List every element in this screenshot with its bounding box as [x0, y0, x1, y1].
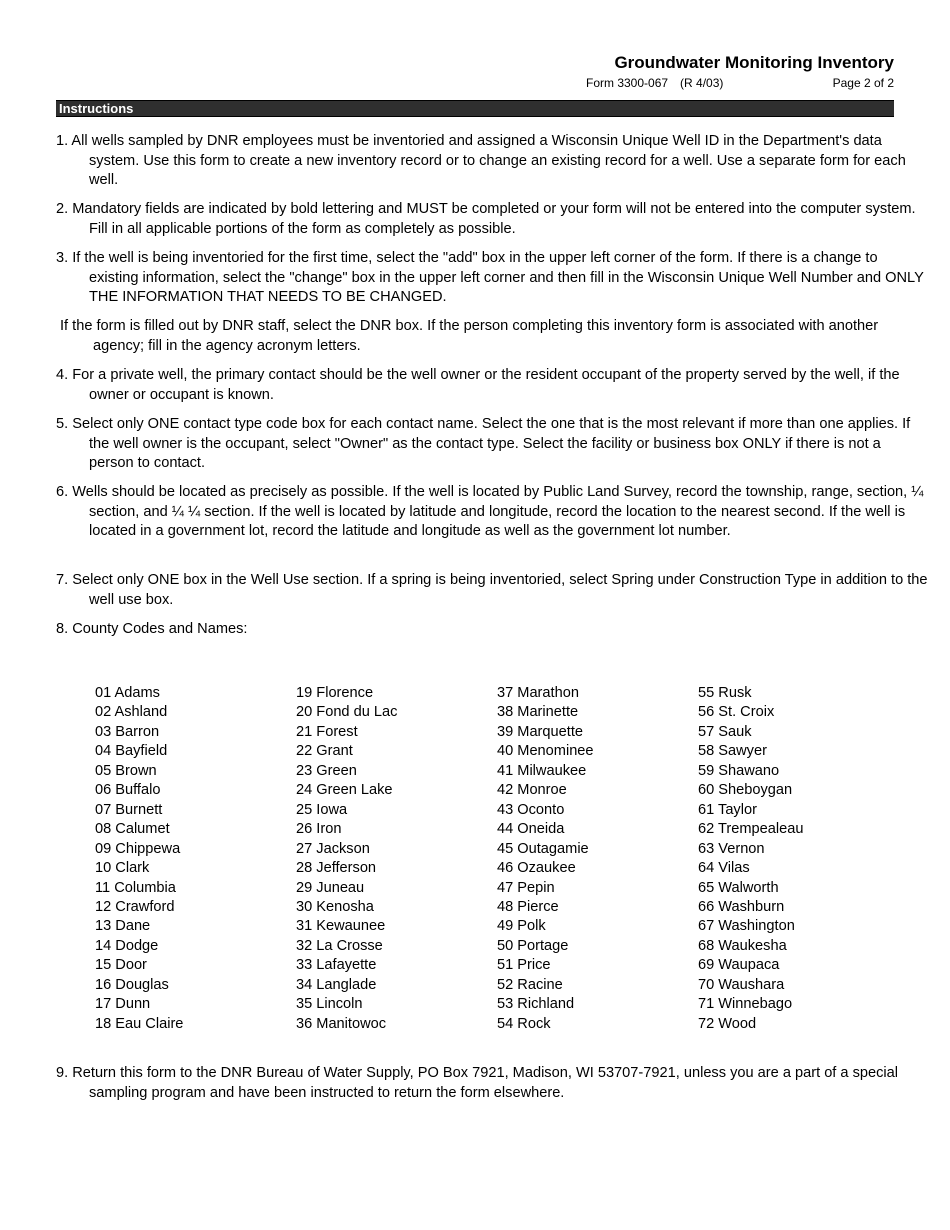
county-entry: 08 Calumet [95, 821, 170, 838]
county-entry: 43 Oconto [497, 801, 565, 818]
county-entry: 20 Fond du Lac [296, 704, 398, 721]
county-entry: 50 Portage [497, 937, 569, 954]
county-entry: 13 Dane [95, 918, 151, 935]
section-title: Instructions [59, 101, 134, 116]
instruction-text: Mandatory fields are indicated by bold lettering and MUST be completed or your form will not be entered into the computer system. Fill in all applicable portions of the form as completely as possible. [72, 201, 916, 237]
county-codes-table [95, 684, 855, 1034]
county-entry: 09 Chippewa [95, 840, 181, 857]
county-entry: 72 Wood [698, 1015, 757, 1032]
county-entry: 53 Richland [497, 996, 575, 1013]
instruction-number: 8. [56, 621, 69, 637]
instruction-text: All wells sampled by DNR employees must be inventoried and assigned a Wisconsin Unique Well ID in the Department's data system. Use this form to create a new inventory record or to change an existing record for a well. Use a separate form for each well. [71, 133, 906, 188]
county-entry: 15 Door [95, 957, 147, 974]
instruction-5 [56, 415, 929, 474]
instruction-number: 2. [56, 201, 69, 217]
instruction-number: 6. [56, 484, 69, 500]
instruction-number: 5. [56, 416, 69, 432]
county-entry: 03 Barron [95, 723, 160, 740]
instruction-number: 3. [56, 250, 69, 266]
county-entry: 01 Adams [95, 685, 160, 701]
county-entry: 02 Ashland [95, 704, 168, 721]
instruction-8 [56, 620, 929, 640]
county-entry: 60 Sheboygan [698, 782, 793, 799]
county-entry: 58 Sawyer [698, 743, 767, 760]
county-entry: 23 Green [296, 762, 357, 779]
county-entry: 05 Brown [95, 762, 157, 779]
county-entry: 41 Milwaukee [497, 762, 587, 779]
county-entry: 37 Marathon [497, 685, 579, 701]
county-entry: 12 Crawford [95, 898, 175, 915]
county-column [497, 684, 698, 1034]
county-entry: 31 Kewaunee [296, 918, 386, 935]
county-entry: 49 Polk [497, 918, 546, 935]
instruction-3 [56, 249, 929, 308]
instruction-number: 4. [56, 367, 69, 383]
form-subline [586, 76, 894, 90]
instruction-3-dnr-note [56, 317, 933, 356]
instruction-2 [56, 200, 929, 239]
county-entry: 27 Jackson [296, 840, 370, 857]
county-column [95, 684, 296, 1034]
instruction-4 [56, 366, 929, 405]
county-entry: 65 Walworth [698, 879, 779, 896]
county-entry: 54 Rock [497, 1015, 551, 1032]
county-entry: 06 Buffalo [95, 782, 161, 799]
county-entry: 36 Manitowoc [296, 1015, 387, 1032]
county-entry: 16 Douglas [95, 976, 169, 993]
instruction-number: 7. [56, 572, 69, 588]
county-column [296, 684, 497, 1034]
county-entry: 39 Marquette [497, 723, 583, 740]
county-entry: 62 Trempealeau [698, 821, 804, 838]
instruction-6 [56, 483, 929, 542]
county-entry: 07 Burnett [95, 801, 163, 818]
county-entry: 30 Kenosha [296, 898, 374, 915]
page-indicator: Page 2 of 2 [832, 76, 894, 90]
county-entry: 48 Pierce [497, 898, 559, 915]
county-entry: 40 Menominee [497, 743, 594, 760]
county-entry: 55 Rusk [698, 685, 752, 701]
form-id [586, 76, 723, 90]
county-entry: 38 Marinette [497, 704, 579, 721]
county-entry: 10 Clark [95, 860, 150, 877]
instruction-7 [56, 571, 929, 610]
instruction-text: County Codes and Names: [72, 621, 248, 637]
county-entry: 21 Forest [296, 723, 358, 740]
county-column [698, 684, 858, 1034]
county-entry: 64 Vilas [698, 860, 750, 877]
county-entry: 33 Lafayette [296, 957, 377, 974]
county-entry: 46 Ozaukee [497, 860, 576, 877]
county-entry: 28 Jefferson [296, 860, 377, 877]
county-entry: 52 Racine [497, 976, 563, 993]
county-entry: 32 La Crosse [296, 937, 383, 954]
instruction-text: For a private well, the primary contact should be the well owner or the resident occupant of the property served by the well, if the owner or occupant is known. [72, 367, 900, 403]
county-entry: 04 Bayfield [95, 743, 168, 760]
instruction-text: If the form is filled out by DNR staff, select the DNR box. If the person completing this inventory form is associated with another agency; fill in the agency acronym letters. [60, 318, 879, 354]
county-entry: 63 Vernon [698, 840, 765, 857]
county-entry: 11 Columbia [95, 879, 176, 896]
county-entry: 56 St. Croix [698, 704, 775, 721]
county-entry: 71 Winnebago [698, 996, 793, 1013]
county-entry: 34 Langlade [296, 976, 377, 993]
county-entry: 24 Green Lake [296, 782, 393, 799]
county-entry: 42 Monroe [497, 782, 567, 799]
county-entry: 67 Washington [698, 918, 795, 935]
county-entry: 25 Iowa [296, 801, 348, 818]
county-entry: 69 Waupaca [698, 957, 780, 974]
instruction-text: If the well is being inventoried for the first time, select the "add" box in the upper left corner of the form. If there is a change to existing information, select the "change" box in the upper left corner and then fill in the Wisconsin Unique Well Number and ONLY THE INFORMATION THAT NEEDS TO BE CHANGED. [72, 250, 924, 305]
county-entry: 47 Pepin [497, 879, 555, 896]
county-entry: 19 Florence [296, 685, 374, 701]
county-entry: 57 Sauk [698, 723, 752, 740]
county-entry: 61 Taylor [698, 801, 757, 818]
instruction-9 [56, 1064, 929, 1103]
county-entry: 22 Grant [296, 743, 353, 760]
county-entry: 18 Eau Claire [95, 1015, 184, 1032]
instruction-number: 1. [56, 133, 69, 149]
county-entry: 68 Waukesha [698, 937, 787, 954]
form-header [586, 53, 894, 90]
instruction-text: Wells should be located as precisely as possible. If the well is located by Public Land Survey, record the township, range, section, ¼ section, and ¼ ¼ section. If the well is located by latitude and longitude, record the location to the nearest second. If the well is located in a government lot, record the latitude and longitude as well as the government lot number. [72, 484, 924, 539]
county-entry: 51 Price [497, 957, 551, 974]
county-entry: 44 Oneida [497, 821, 565, 838]
instruction-1 [56, 132, 929, 191]
county-entry: 26 Iron [296, 821, 342, 838]
form-number: Form 3300-067 [586, 76, 669, 90]
county-entry: 70 Waushara [698, 976, 785, 993]
county-entry: 66 Washburn [698, 898, 785, 915]
county-entry: 45 Outagamie [497, 840, 589, 857]
instruction-number: 9. [56, 1065, 69, 1081]
form-title: Groundwater Monitoring Inventory [614, 53, 894, 72]
instruction-text: Select only ONE contact type code box for each contact name. Select the one that is the most relevant if more than one applies. If the well owner is the occupant, select "Owner" as the contact type. Select the facility or business box ONLY if there is not a person to contact. [72, 416, 911, 471]
county-entry: 17 Dunn [95, 996, 151, 1013]
form-revision: (R 4/03) [680, 76, 724, 90]
instruction-text: Return this form to the DNR Bureau of Water Supply, PO Box 7921, Madison, WI 53707-7921, unless you are a part of a special sampling program and have been instructed to return the form elsewhere. [72, 1065, 899, 1101]
section-header-bar [56, 100, 894, 117]
county-entry: 29 Juneau [296, 879, 365, 896]
county-entry: 14 Dodge [95, 937, 159, 954]
county-entry: 59 Shawano [698, 762, 780, 779]
instruction-text: Select only ONE box in the Well Use section. If a spring is being inventoried, select Spring under Construction Type in addition to the well use box. [72, 572, 928, 608]
county-entry: 35 Lincoln [296, 996, 363, 1013]
